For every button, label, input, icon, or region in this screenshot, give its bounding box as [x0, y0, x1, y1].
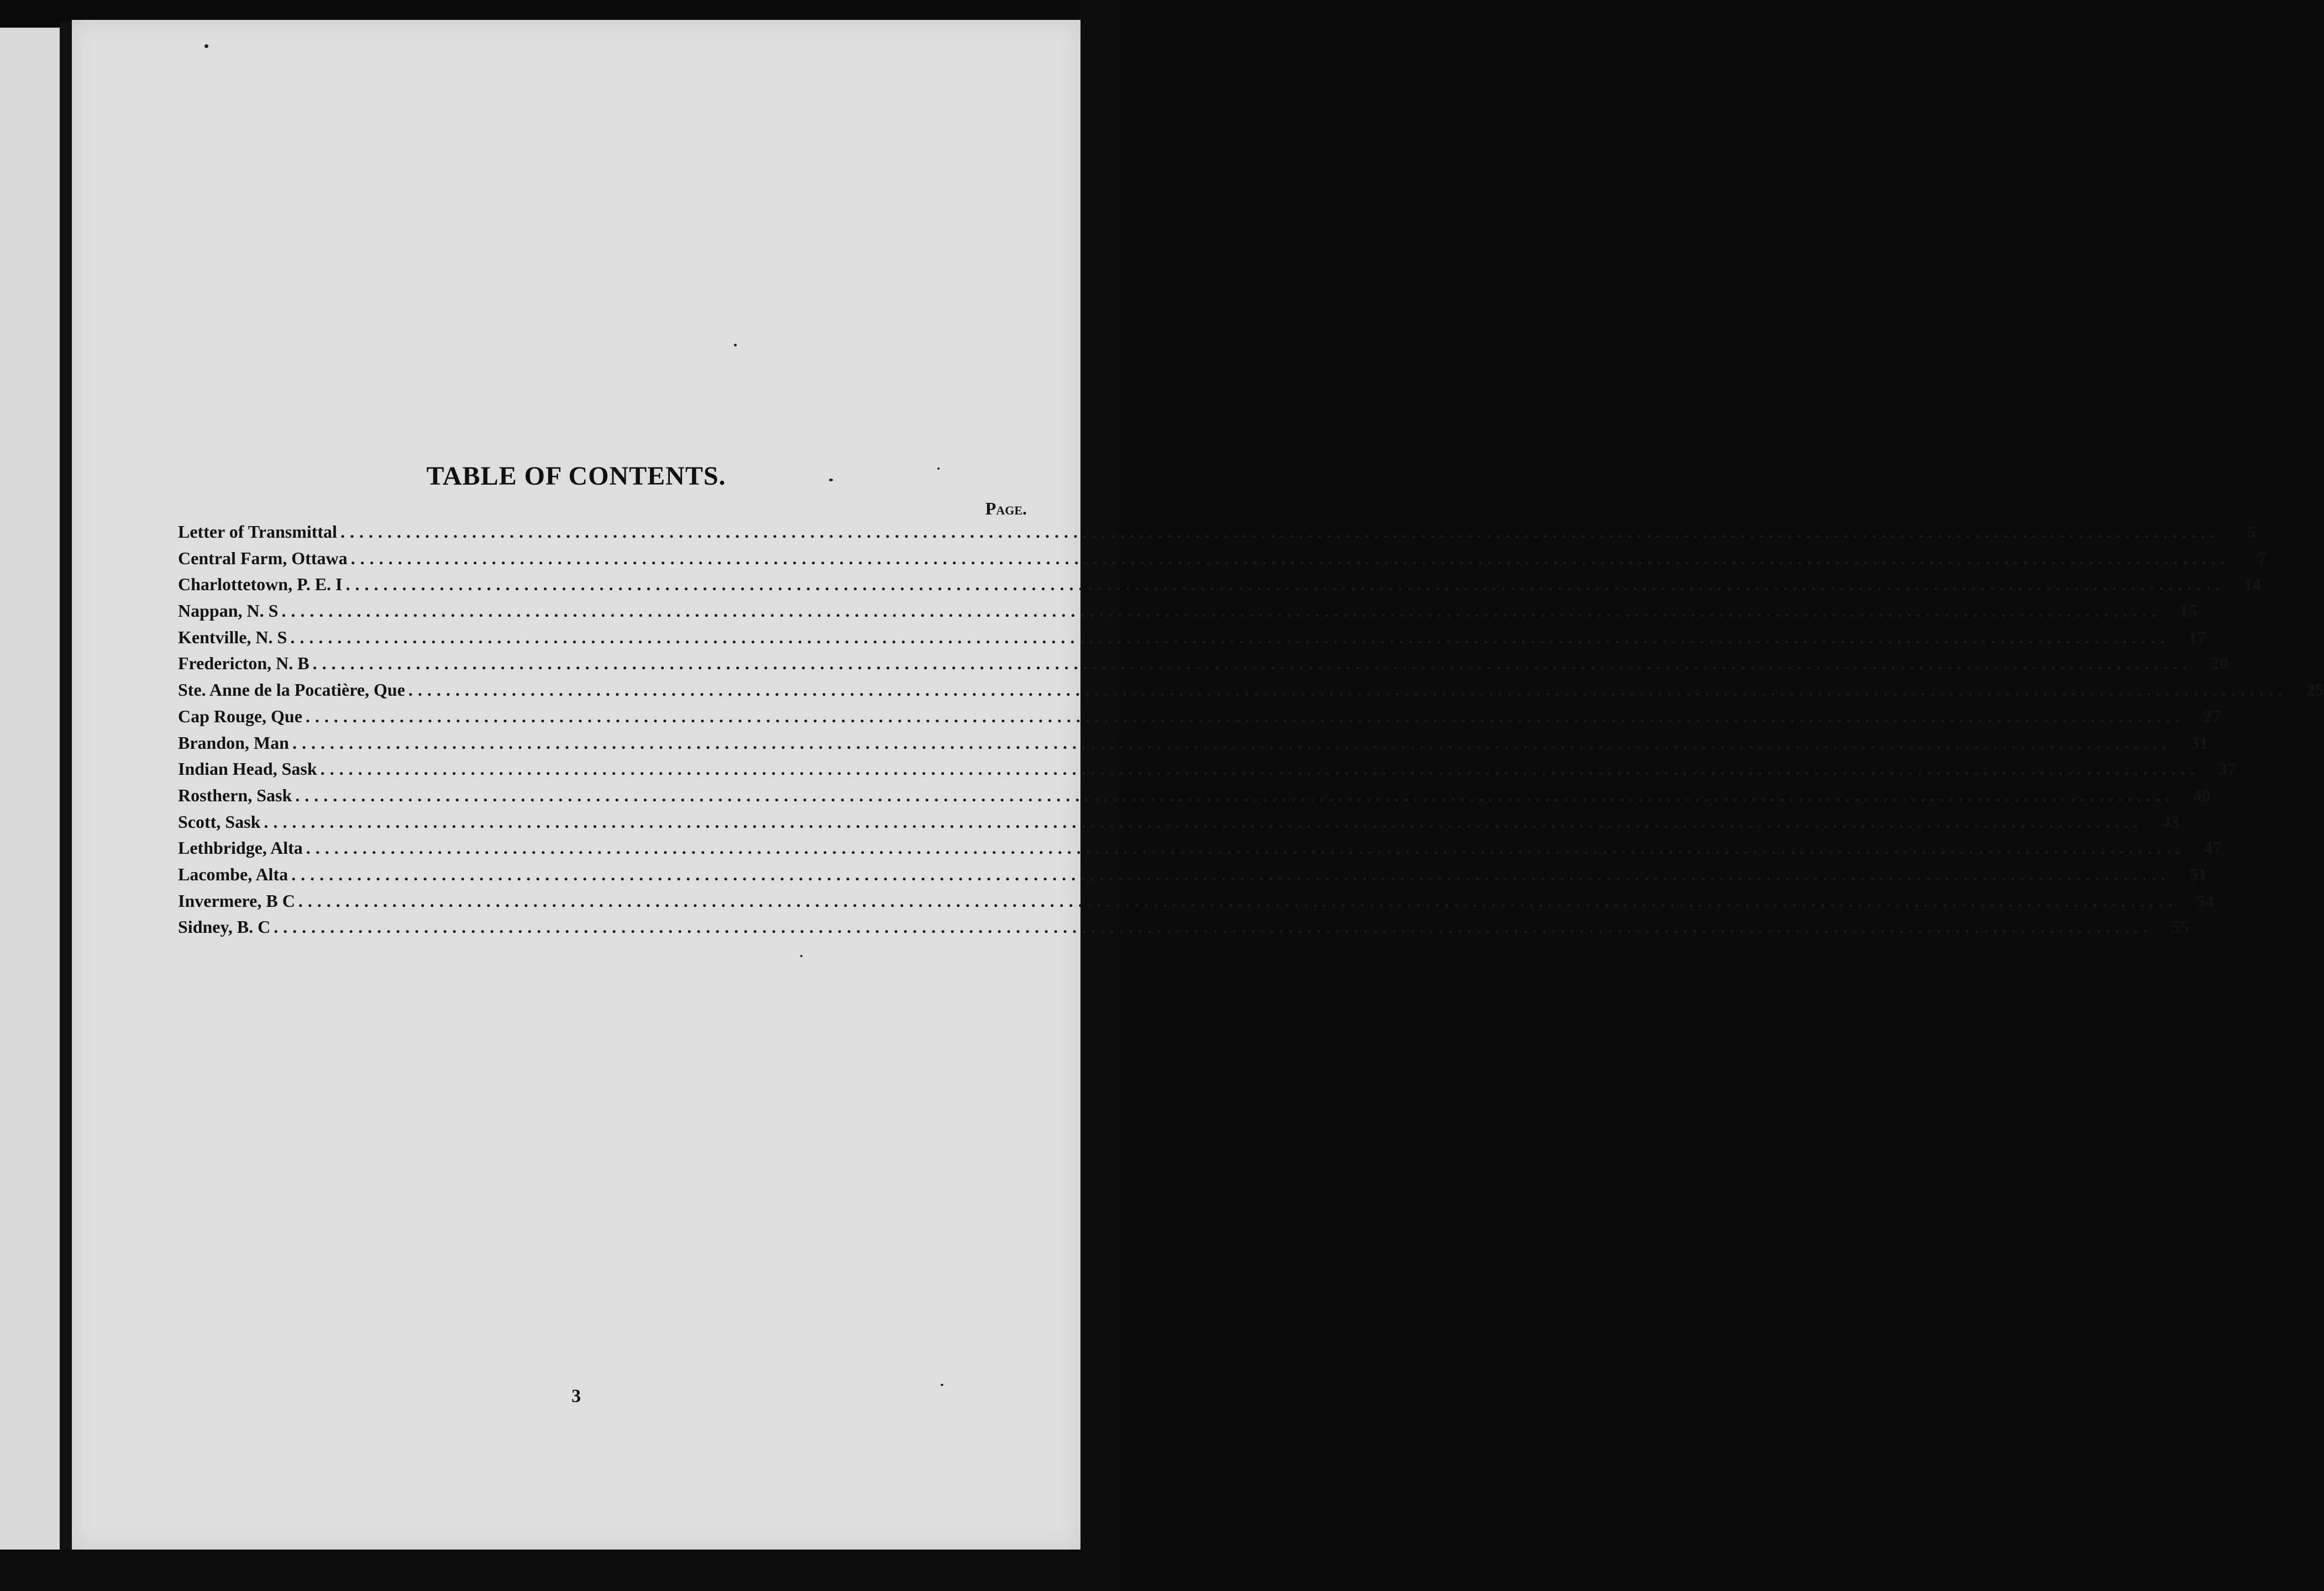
toc-entry-label: Rosthern, Sask	[178, 785, 292, 805]
dot-leader: ........................................................................................................................................................................................................	[298, 890, 2178, 911]
toc-entry-page: 15	[2179, 601, 2197, 621]
toc-entry	[178, 838, 2222, 864]
dot-leader: ........................................................................................................................................................................................................	[290, 627, 2170, 647]
toc-entry-label: Central Farm, Ottawa	[178, 548, 348, 568]
toc-entry	[178, 627, 2206, 654]
page-column-header: Page.	[985, 498, 1027, 518]
dot-leader: ........................................................................................................................................................................................................	[408, 680, 2288, 700]
toc-entry	[178, 732, 2208, 759]
toc-entry-page: 54	[2196, 890, 2214, 911]
toc-entry-label: Letter of Transmittal	[178, 522, 337, 542]
scan-border-bottom	[0, 1550, 1119, 1591]
dot-leader: ........................................................................................................................................................................................................	[291, 864, 2171, 884]
toc-entry-label: Fredericton, N. B	[178, 653, 309, 674]
dot-leader: ........................................................................................................................................................................................................	[306, 838, 2185, 858]
toc-entry-page: 43	[2162, 811, 2180, 832]
toc-entry-page: 17	[2188, 627, 2206, 647]
page-number: 3	[571, 1386, 581, 1406]
toc-entry	[178, 917, 2190, 943]
page-title: TABLE OF CONTENTS.	[426, 461, 726, 491]
toc-entry-label: Charlottetown, P. E. I	[178, 574, 343, 595]
toc-entry-label: Ste. Anne de la Pocatière, Que	[178, 680, 405, 700]
scan-speck	[204, 44, 208, 48]
toc-entry-page: 14	[2243, 574, 2262, 595]
toc-entry	[178, 811, 2180, 838]
toc-entry	[178, 653, 2228, 680]
toc-entry-label: Indian Head, Sask	[178, 759, 317, 779]
scan-speck	[800, 955, 802, 957]
dot-leader: ........................................................................................................................................................................................................	[340, 522, 2220, 542]
dot-leader: ........................................................................................................................................................................................................	[292, 732, 2171, 753]
toc-entry	[178, 759, 2236, 785]
toc-entry-page: 27	[2203, 706, 2221, 726]
toc-entry-label: Nappan, N. S	[178, 601, 279, 621]
toc-entry-label: Sidney, B. C	[178, 917, 271, 937]
binding-shadow	[60, 22, 72, 1558]
toc-entry	[178, 601, 2197, 627]
toc-entry-page: 37	[2218, 759, 2236, 779]
dot-leader: ........................................................................................................................................................................................................	[295, 785, 2175, 805]
table-of-contents	[178, 522, 2324, 943]
toc-entry	[178, 864, 2207, 891]
toc-entry-page: 5	[2247, 522, 2256, 542]
toc-entry-page: 7	[2257, 548, 2267, 568]
toc-entry	[178, 522, 2256, 548]
dot-leader: ........................................................................................................................................................................................................	[274, 917, 2153, 937]
toc-entry-page: 20	[2210, 653, 2228, 674]
dot-leader: ........................................................................................................................................................................................................	[281, 601, 2161, 621]
dot-leader: ........................................................................................................................................................................................................	[264, 811, 2143, 832]
scan-speck	[734, 344, 737, 346]
toc-entry-page: 47	[2204, 838, 2222, 858]
toc-entry	[178, 680, 2324, 706]
toc-entry-page: 51	[2189, 864, 2207, 884]
toc-entry-label: Lacombe, Alta	[178, 864, 288, 884]
toc-entry-label: Lethbridge, Alta	[178, 838, 303, 858]
toc-entry-label: Kentville, N. S	[178, 627, 287, 647]
document-page	[72, 20, 2324, 1550]
toc-entry-label: Invermere, B C	[178, 890, 295, 911]
toc-entry-label: Cap Rouge, Que	[178, 706, 302, 726]
toc-entry	[178, 574, 2262, 601]
dot-leader: ........................................................................................................................................................................................................	[320, 759, 2200, 779]
dot-leader: ........................................................................................................................................................................................................	[345, 574, 2225, 595]
toc-entry-page: 40	[2193, 785, 2211, 805]
toc-entry-label: Scott, Sask	[178, 811, 261, 832]
toc-entry-page: 55	[2171, 917, 2190, 937]
toc-entry-page: 25	[2306, 680, 2324, 700]
toc-entry	[178, 785, 2211, 812]
toc-entry-page: 31	[2190, 732, 2208, 753]
dot-leader: ........................................................................................................................................................................................................	[350, 548, 2230, 568]
facing-page-edge	[0, 28, 62, 1575]
toc-entry-label: Brandon, Man	[178, 732, 289, 753]
toc-entry	[178, 890, 2214, 917]
toc-entry	[178, 548, 2267, 575]
dot-leader: ........................................................................................................................................................................................................	[305, 706, 2185, 726]
dot-leader: ........................................................................................................................................................................................................	[312, 653, 2192, 674]
toc-entry	[178, 706, 2221, 733]
